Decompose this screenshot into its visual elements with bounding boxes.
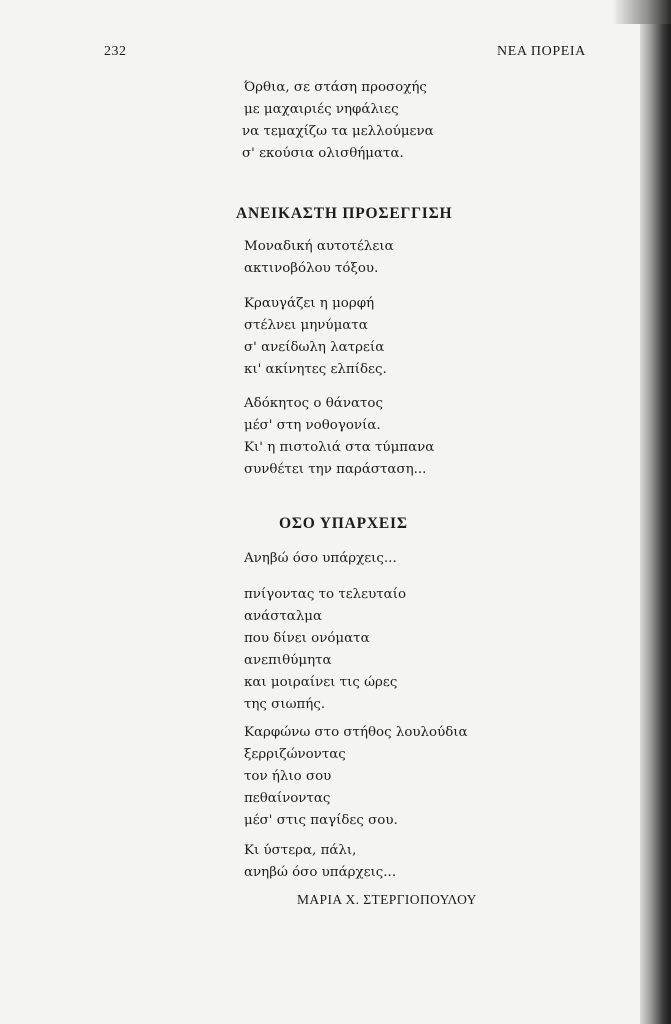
poem-stanza [244,393,434,481]
poem-line: Αδόκητος ο θάνατος [244,396,383,411]
poem-title: ΑΝΕΙΚΑΣΤΗ ΠΡΟΣΕΓΓΙΣΗ [236,205,453,222]
poem-line: Μοναδική αυτοτέλεια [244,239,394,254]
poem-line: ανεπιθύμητα [244,653,332,668]
poem-stanza [244,293,387,381]
poem-line: Κραυγάζει η μορφή [244,296,375,311]
poem-line: μέσ' στη νοθογονία. [244,418,381,433]
author-signature: ΜΑΡΙΑ Χ. ΣΤΕΡΓΙΟΠΟΥΛΟΥ [297,892,477,907]
poem-line: Ανηβώ όσο υπάρχεις... [244,551,397,566]
poem-title: ΟΣΟ ΥΠΑΡΧΕΙΣ [279,515,408,532]
poem-line: πεθαίνοντας [244,791,331,806]
poem-line: πνίγοντας το τελευταίο [244,587,407,602]
poem-line: με μαχαιριές νηφάλιες [244,102,399,117]
poem-line: μέσ' στις παγίδες σου. [244,813,398,828]
poem-stanza [244,840,396,884]
poem-line: Κι ύστερα, πάλι, [244,843,357,858]
poem-line: που δίνει ονόματα [244,631,370,646]
poem-line: συνθέτει την παράσταση... [244,462,427,477]
page-number: 232 [104,44,127,59]
poem-stanza [244,722,468,832]
poem-line: ξερριζώνοντας [244,747,346,762]
poem-line: ανάσταλμα [244,609,323,624]
poem-line: σ' ανείδωλη λατρεία [244,340,385,355]
page-corner-shadow [612,0,671,24]
poem-stanza [244,236,394,280]
running-head: ΝΕΑ ΠΟΡΕΙΑ [497,44,586,59]
poem-line: στέλνει μηνύματα [244,318,368,333]
poem-line: να τεμαχίζω τα μελλούμενα [242,124,434,139]
poem-line: ανηβώ όσο υπάρχεις... [244,865,397,880]
poem-line: ακτινοβόλου τόξου. [244,261,379,276]
poem-stanza [244,548,397,570]
poem-fragment-stanza [244,77,434,165]
poem-line: της σιωπής. [244,697,326,712]
poem-line: τον ήλιο σου [244,769,332,784]
poem-line: κι' ακίνητες ελπίδες. [244,362,387,377]
poem-line: Καρφώνω στο στήθος λουλούδια [244,725,468,740]
poem-line: Κι' η πιστολιά στα τύμπανα [244,440,435,455]
book-spine-shadow [640,0,671,1024]
poem-line: σ' εκούσια ολισθήματα. [242,146,404,161]
poem-line: Όρθια, σε στάση προσοχής [244,80,427,95]
poem-line: και μοιραίνει τις ώρες [244,675,398,690]
poem-stanza [244,584,406,716]
